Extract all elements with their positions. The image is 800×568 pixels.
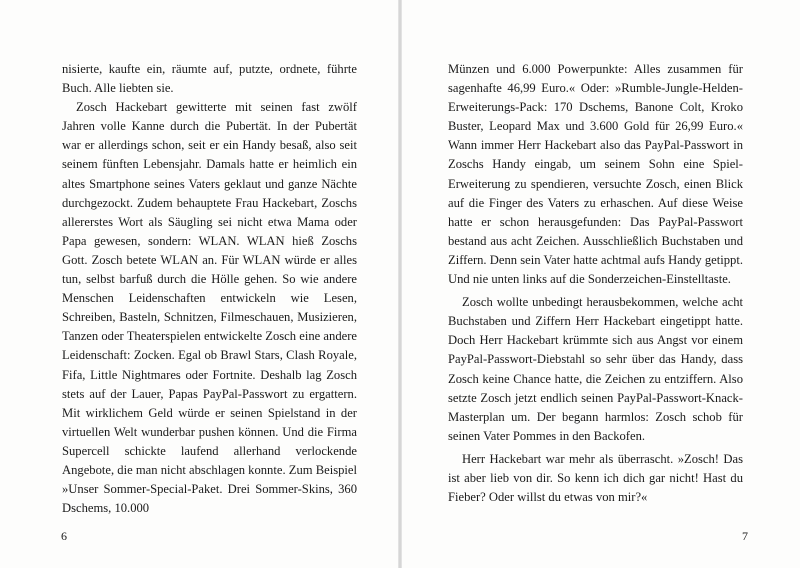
right-page-text xyxy=(448,60,743,507)
page-number: 6 xyxy=(61,529,67,543)
right-page xyxy=(402,0,800,568)
paragraph: Herr Hackebart war mehr als überrascht. »Zosch! Das ist aber lieb von dir. So kenn ich dich gar nicht! Hast du Fieber? Oder willst du etwas von mir?« xyxy=(448,451,743,505)
paragraph: Zosch Hackebart gewitterte mit seinen fast zwölf Jahren volle Kanne durch die Pubertät. In der Pubertät war er allerdings schon, seit er ein Handy besaß, also seit seinem fünften Lebensjahr. Damals hatte er heimlich ein altes Smartphone seines Vaters geklaut und ganze Nächte durchgezockt. Zudem behauptete Frau Hackebart, Zoschs allererstes Wort als Säugling sei nicht etwa Mama oder Papa gewesen, sondern: WLAN. WLAN hieß Zoschs Gott. Zosch betete WLAN an. Für WLAN würde er alles tun, selbst barfuß durch die Hölle gehen. So wie andere Menschen Leidenschaften entwickeln wie Lesen, Schreiben, Basteln, Schnitzen, Filmeschauen, Musizieren, Tanzen oder Theaterspielen entwickelte Zosch eine andere Leidenschaft: Zocken. Egal ob Brawl Stars, Clash Royale, Fifa, Little Nightmares oder Fortnite. Deshalb lag Zosch stets auf der Lauer, Papas PayPal-Passwort zu ergattern. Mit wirklichem Geld würde er seinen Spielstand in der virtuellen Welt wunderbar pushen können. Und die Firma Supercell schickte laufend allerhand verlockende Angebote, die man nicht abschlagen konnte. Zum Beispiel »Unser Sommer-Special-Paket. Drei Sommer-Skins, 360 Dschems, 10.000 xyxy=(62,100,357,516)
paragraph: Münzen und 6.000 Powerpunkte: Alles zusammen für sagenhafte 46,99 Euro.« Oder: »Rumble-Jungle-Helden-Erweiterungs-Pack: 170 Dschems, Banone Colt, Kroko Buster, Leopard Max und 3.600 Gold für 26,99 Euro.« Wann immer Herr Hackebart also das PayPal-Passwort in Zoschs Handy eingab, um seinem Sohn eine Spiel-Erweiterung zu spendieren, versuchte Zosch, einen Blick auf die Finger des Vaters zu erhaschen. Auf diese Weise hatte er schon herausgefunden: Das PayPal-Passwort bestand aus acht Zeichen. Ausschließlich Buchstaben und Ziffern. Denn sein Vater hatte achtmal aufs Handy getippt. Und nie unten links auf die Sonderzeichen-Einstelltaste. xyxy=(448,62,743,287)
left-page-text xyxy=(62,60,357,518)
left-page xyxy=(0,0,398,568)
paragraph: Zosch wollte unbedingt herausbekommen, welche acht Buchstaben und Ziffern Herr Hackebart eingetippt hatte. Doch Herr Hackebart krümmte sich aus Angst vor einem PayPal-Passwort-Diebstahl so sehr über das Handy, dass Zosch keine Chance hatte, die Zeichen zu entziffern. Also setzte Zosch jetzt endlich seinen PayPal-Passwort-Knack-Masterplan um. Der begann harmlos: Zosch schob für seinen Vater Pommes in den Backofen. xyxy=(448,295,743,443)
page-number: 7 xyxy=(742,529,748,543)
paragraph: nisierte, kaufte ein, räumte auf, putzte, ordnete, führte Buch. Alle liebten sie. xyxy=(62,62,357,96)
